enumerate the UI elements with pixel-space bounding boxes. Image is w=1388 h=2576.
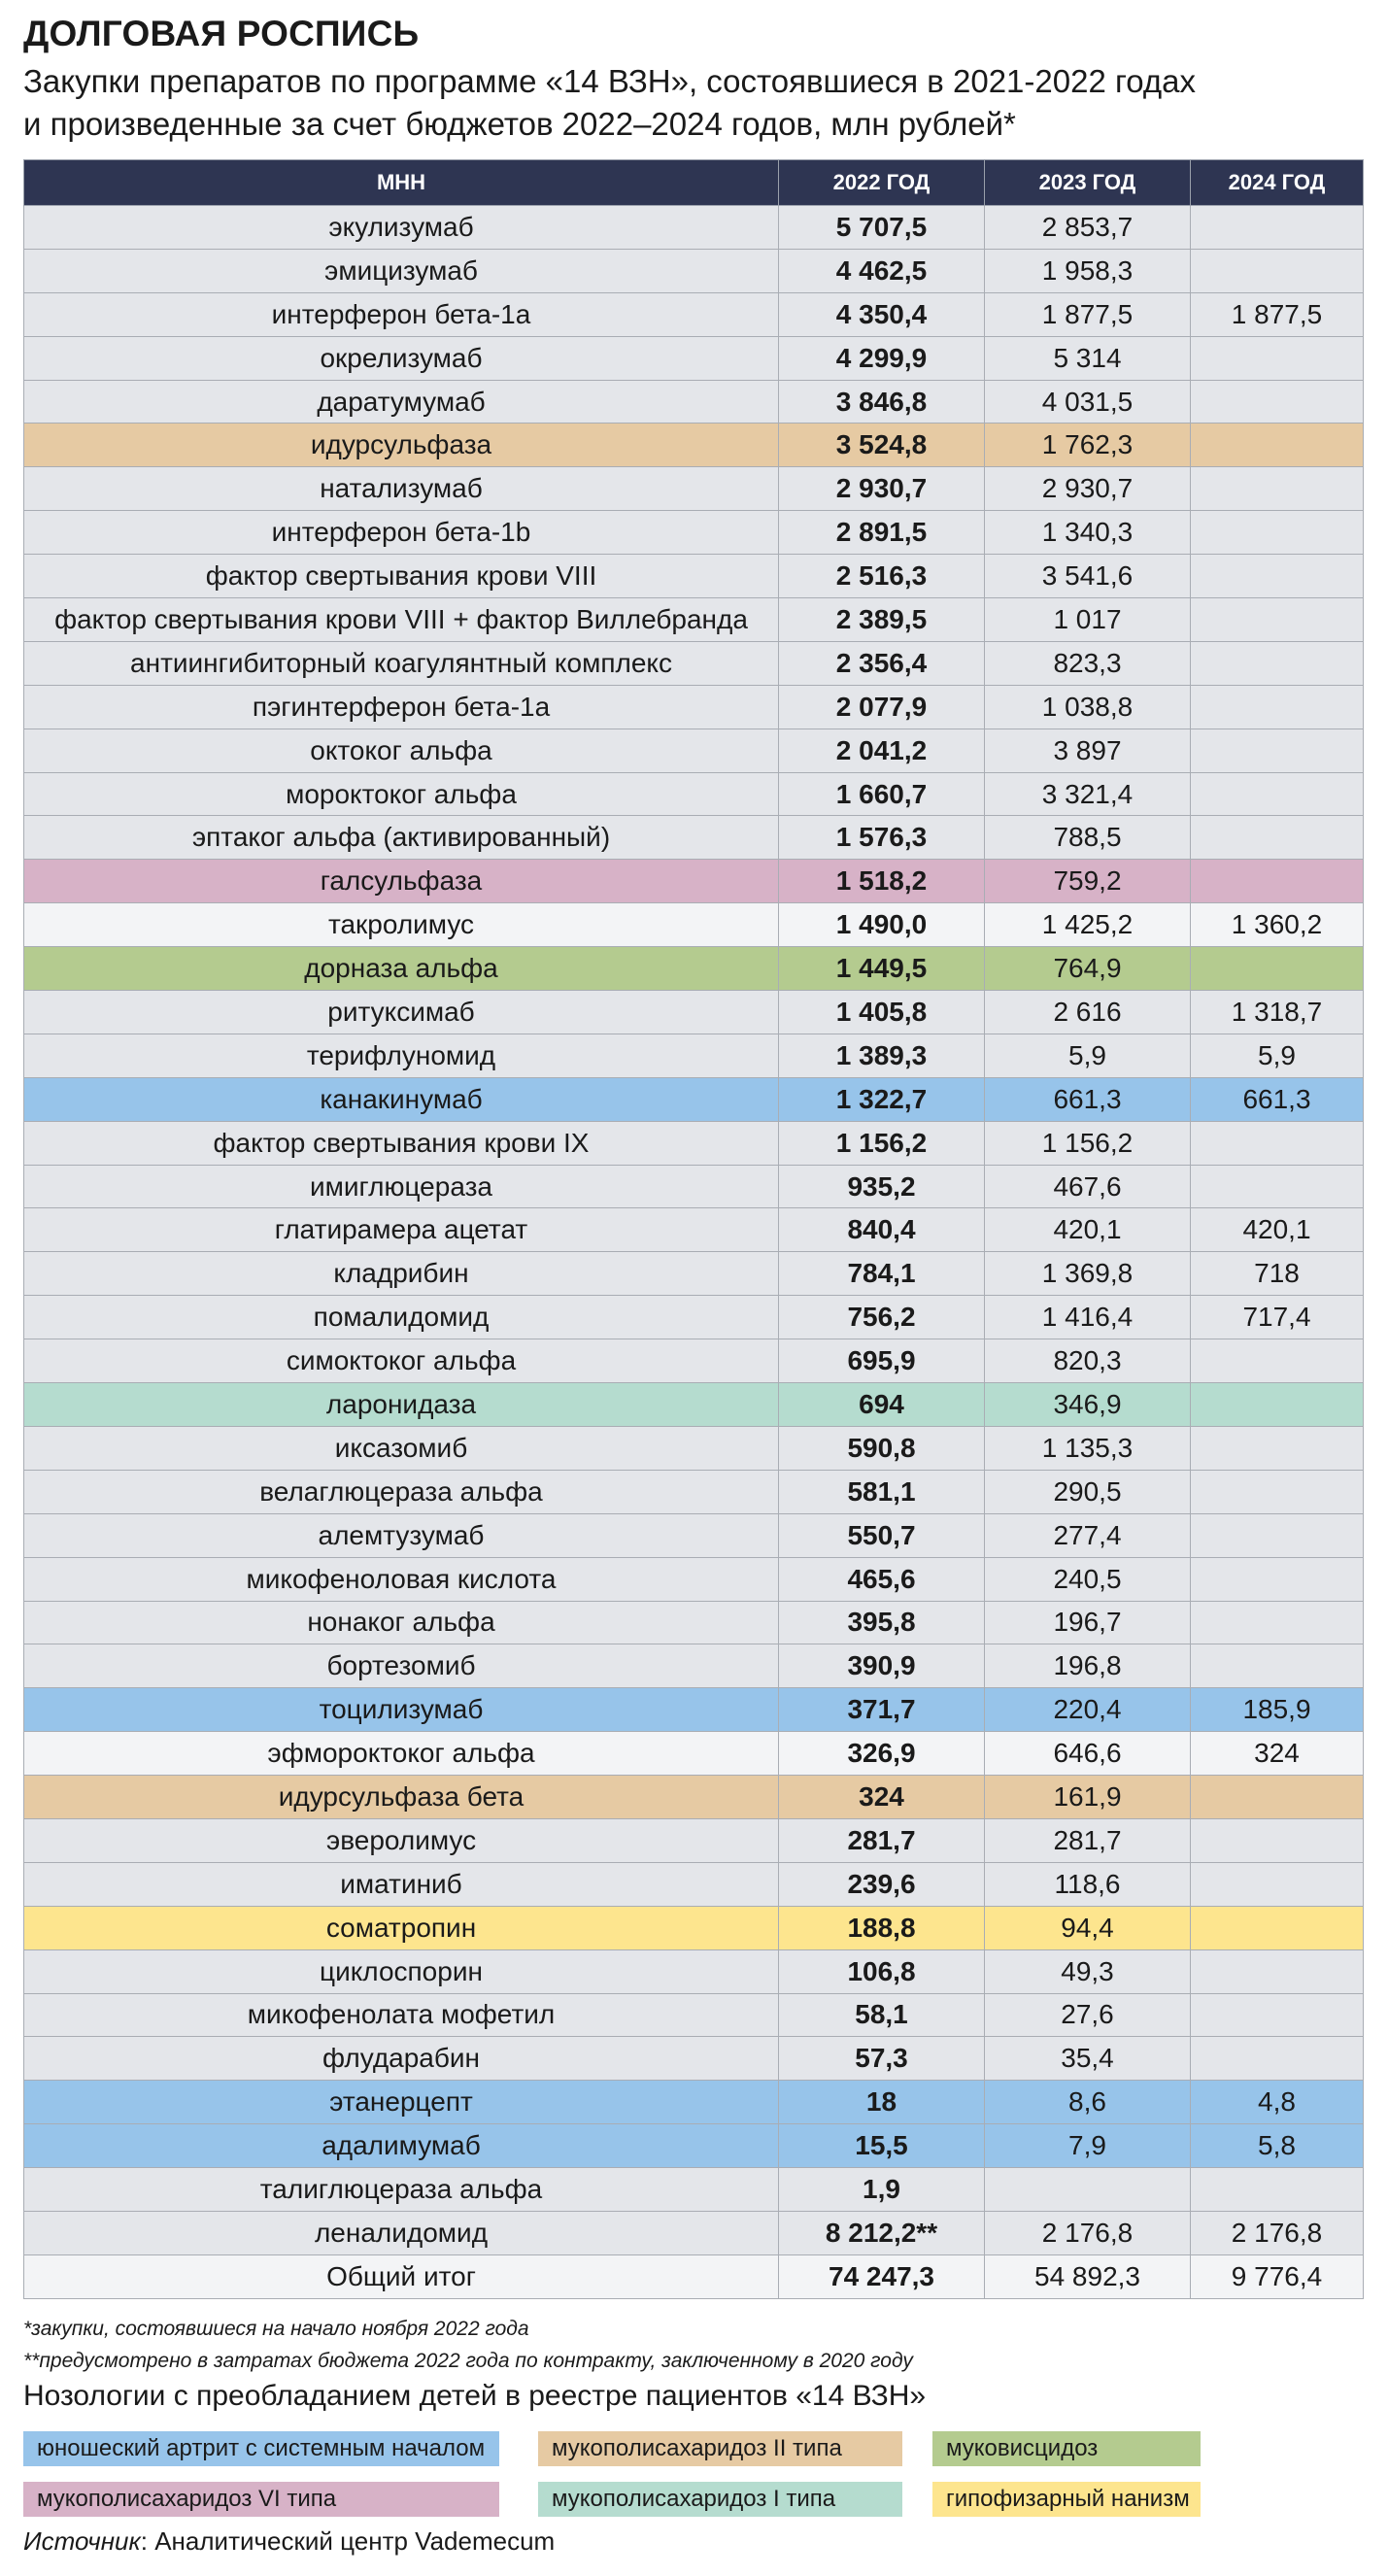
- table-row: [24, 1776, 1364, 1819]
- cell-2022: 188,8: [779, 1906, 985, 1949]
- footnote-2: **предусмотрено в затратах бюджета 2022 года по контракту, заключенному в 2020 году: [23, 2350, 913, 2372]
- cell-2024: [1191, 555, 1364, 598]
- table-row: [24, 598, 1364, 642]
- table-row: [24, 947, 1364, 991]
- source-text: : Аналитический центр Vademecum: [140, 2526, 556, 2556]
- legend-label-gh: гипофизарный нанизм: [946, 2486, 1190, 2512]
- cell-inn: фактор свертывания крови VIII + фактор Виллебранда: [24, 598, 779, 642]
- cell-2022: 1 322,7: [779, 1077, 985, 1121]
- cell-2023: 1 156,2: [985, 1121, 1191, 1165]
- cell-2024: 1 360,2: [1191, 903, 1364, 947]
- table-row: [24, 206, 1364, 250]
- cell-2024: [1191, 860, 1364, 903]
- page-subtitle: [23, 60, 1364, 146]
- cell-2022: 74 247,3: [779, 2254, 985, 2298]
- cell-2024: [1191, 685, 1364, 729]
- table-row: [24, 903, 1364, 947]
- cell-2024: [1191, 1339, 1364, 1383]
- cell-2023: 54 892,3: [985, 2254, 1191, 2298]
- cell-2024: [1191, 1949, 1364, 1993]
- table-row: [24, 1339, 1364, 1383]
- cell-2022: 2 041,2: [779, 729, 985, 772]
- cell-2022: 3 524,8: [779, 424, 985, 467]
- source-label: Источник: [23, 2526, 141, 2556]
- cell-2024: [1191, 336, 1364, 380]
- cell-2024: [1191, 816, 1364, 860]
- table-row: [24, 292, 1364, 336]
- cell-2023: [985, 2168, 1191, 2212]
- table-row: [24, 1688, 1364, 1732]
- cell-2024: [1191, 947, 1364, 991]
- cell-inn: антиингибиторный коагулянтный комплекс: [24, 641, 779, 685]
- cell-2022: 581,1: [779, 1470, 985, 1513]
- cell-inn: талиглюцераза альфа: [24, 2168, 779, 2212]
- table-row: [24, 1993, 1364, 2037]
- header-2024: 2024 ГОД: [1191, 160, 1364, 206]
- cell-2023: 220,4: [985, 1688, 1191, 1732]
- cell-inn: натализумаб: [24, 467, 779, 511]
- cell-2024: [1191, 1601, 1364, 1644]
- table-body: [24, 206, 1364, 2299]
- cell-2024: [1191, 1906, 1364, 1949]
- table-row: [24, 1557, 1364, 1601]
- legend-item-mps1: [538, 2482, 835, 2517]
- cell-2022: 2 389,5: [779, 598, 985, 642]
- cell-inn: имиглюцераза: [24, 1165, 779, 1208]
- table-row: [24, 380, 1364, 424]
- cell-2023: 788,5: [985, 816, 1191, 860]
- legend-label-mps2: мукополисахаридоз II типа: [552, 2435, 842, 2461]
- cell-inn: галсульфаза: [24, 860, 779, 903]
- cell-2023: 94,4: [985, 1906, 1191, 1949]
- cell-2022: 935,2: [779, 1165, 985, 1208]
- table-row: [24, 1121, 1364, 1165]
- cell-inn: идурсульфаза: [24, 424, 779, 467]
- table-row: [24, 1906, 1364, 1949]
- cell-2023: 1 017: [985, 598, 1191, 642]
- cell-inn: интерферон бета-1b: [24, 511, 779, 555]
- cell-2022: 2 930,7: [779, 467, 985, 511]
- table-row: [24, 1949, 1364, 1993]
- cell-inn: симоктоког альфа: [24, 1339, 779, 1383]
- cell-2023: 764,9: [985, 947, 1191, 991]
- cell-inn: флударабин: [24, 2037, 779, 2081]
- cell-inn: велаглюцераза альфа: [24, 1470, 779, 1513]
- cell-2022: 4 299,9: [779, 336, 985, 380]
- cell-2024: [1191, 641, 1364, 685]
- cell-2022: 4 350,4: [779, 292, 985, 336]
- table-row: [24, 511, 1364, 555]
- cell-inn: ларонидаза: [24, 1383, 779, 1427]
- cell-2024: [1191, 1557, 1364, 1601]
- cell-inn: эптаког альфа (активированный): [24, 816, 779, 860]
- cell-inn: алемтузумаб: [24, 1513, 779, 1557]
- cell-2024: 9 776,4: [1191, 2254, 1364, 2298]
- cell-2023: 759,2: [985, 860, 1191, 903]
- cell-inn: интерферон бета-1а: [24, 292, 779, 336]
- cell-inn: фактор свертывания крови IX: [24, 1121, 779, 1165]
- cell-2022: 3 846,8: [779, 380, 985, 424]
- cell-2023: 281,7: [985, 1818, 1191, 1862]
- table-row: [24, 1818, 1364, 1862]
- cell-2022: 239,6: [779, 1862, 985, 1906]
- debt-table: [23, 159, 1364, 2299]
- cell-2023: 1 135,3: [985, 1426, 1191, 1470]
- cell-2022: 840,4: [779, 1208, 985, 1252]
- cell-2023: 3 321,4: [985, 772, 1191, 816]
- cell-inn: канакинумаб: [24, 1077, 779, 1121]
- cell-2024: 718: [1191, 1252, 1364, 1296]
- cell-2022: 371,7: [779, 1688, 985, 1732]
- cell-2023: 346,9: [985, 1383, 1191, 1427]
- cell-2023: 2 853,7: [985, 206, 1191, 250]
- cell-2024: 185,9: [1191, 1688, 1364, 1732]
- cell-inn: такролимус: [24, 903, 779, 947]
- cell-2023: 1 958,3: [985, 249, 1191, 292]
- table-row: [24, 249, 1364, 292]
- cell-inn: нонаког альфа: [24, 1601, 779, 1644]
- legend-item-mps6: [23, 2482, 336, 2517]
- cell-2022: 395,8: [779, 1601, 985, 1644]
- cell-2022: 326,9: [779, 1732, 985, 1776]
- table-row: [24, 1165, 1364, 1208]
- cell-2023: 1 340,3: [985, 511, 1191, 555]
- cell-2024: 4,8: [1191, 2081, 1364, 2124]
- cell-2022: 58,1: [779, 1993, 985, 2037]
- cell-2024: [1191, 1426, 1364, 1470]
- cell-2022: 4 462,5: [779, 249, 985, 292]
- cell-2024: [1191, 1993, 1364, 2037]
- cell-2023: 3 541,6: [985, 555, 1191, 598]
- cell-inn: микофенолата мофетил: [24, 1993, 779, 2037]
- cell-2024: [1191, 380, 1364, 424]
- cell-2024: [1191, 772, 1364, 816]
- cell-2023: 277,4: [985, 1513, 1191, 1557]
- cell-2023: 240,5: [985, 1557, 1191, 1601]
- cell-inn: идурсульфаза бета: [24, 1776, 779, 1819]
- cell-2024: 661,3: [1191, 1077, 1364, 1121]
- legend-title: Нозологии с преобладанием детей в реестре пациентов «14 ВЗН»: [23, 2380, 927, 2412]
- table-row: [24, 1601, 1364, 1644]
- cell-2022: 18: [779, 2081, 985, 2124]
- table-row: [24, 555, 1364, 598]
- table-row: [24, 2124, 1364, 2168]
- cell-2022: 590,8: [779, 1426, 985, 1470]
- cell-2023: 3 897: [985, 729, 1191, 772]
- table-row: [24, 2254, 1364, 2298]
- cell-2022: 2 077,9: [779, 685, 985, 729]
- cell-2024: [1191, 206, 1364, 250]
- cell-2024: [1191, 1818, 1364, 1862]
- table-row: [24, 641, 1364, 685]
- table-row: [24, 772, 1364, 816]
- cell-2022: 756,2: [779, 1296, 985, 1339]
- table-row: [24, 2037, 1364, 2081]
- legend-item-jia: [23, 2431, 485, 2466]
- table-row: [24, 467, 1364, 511]
- cell-2022: 1,9: [779, 2168, 985, 2212]
- table-header-row: [24, 160, 1364, 206]
- cell-inn: окрелизумаб: [24, 336, 779, 380]
- cell-2023: 467,6: [985, 1165, 1191, 1208]
- cell-inn: тоцилизумаб: [24, 1688, 779, 1732]
- cell-2024: 2 176,8: [1191, 2211, 1364, 2254]
- table-row: [24, 1383, 1364, 1427]
- legend-label-jia: юношеский артрит с системным началом: [37, 2435, 486, 2461]
- cell-2022: 106,8: [779, 1949, 985, 1993]
- legend-item-mps2: [538, 2431, 842, 2466]
- cell-inn: эмицизумаб: [24, 249, 779, 292]
- table-row: [24, 685, 1364, 729]
- cell-2022: 390,9: [779, 1644, 985, 1688]
- cell-2022: 1 660,7: [779, 772, 985, 816]
- cell-2024: [1191, 1470, 1364, 1513]
- table-row: [24, 1470, 1364, 1513]
- table-row: [24, 1034, 1364, 1077]
- cell-2022: 8 212,2**: [779, 2211, 985, 2254]
- legend-item-cf: [932, 2431, 1098, 2466]
- cell-2023: 661,3: [985, 1077, 1191, 1121]
- table-row: [24, 1513, 1364, 1557]
- cell-2023: 1 369,8: [985, 1252, 1191, 1296]
- legend-label-cf: муковисцидоз: [946, 2435, 1099, 2461]
- table-row: [24, 1644, 1364, 1688]
- header-inn: МНН: [24, 160, 779, 206]
- cell-inn: леналидомид: [24, 2211, 779, 2254]
- cell-2022: 5 707,5: [779, 206, 985, 250]
- cell-2022: 2 356,4: [779, 641, 985, 685]
- table-row: [24, 424, 1364, 467]
- cell-2023: 1 425,2: [985, 903, 1191, 947]
- cell-2022: 695,9: [779, 1339, 985, 1383]
- table-row: [24, 1077, 1364, 1121]
- cell-2023: 5,9: [985, 1034, 1191, 1077]
- cell-2023: 1 038,8: [985, 685, 1191, 729]
- cell-2024: [1191, 424, 1364, 467]
- cell-2024: [1191, 2037, 1364, 2081]
- cell-inn: Общий итог: [24, 2254, 779, 2298]
- cell-2023: 1 877,5: [985, 292, 1191, 336]
- cell-2024: [1191, 1165, 1364, 1208]
- cell-2022: 324: [779, 1776, 985, 1819]
- cell-2022: 1 576,3: [779, 816, 985, 860]
- subtitle-line-1: Закупки препаратов по программе «14 ВЗН», состоявшиеся в 2021-2022 годах: [23, 63, 1197, 99]
- cell-2023: 1 762,3: [985, 424, 1191, 467]
- cell-2023: 118,6: [985, 1862, 1191, 1906]
- cell-2023: 7,9: [985, 2124, 1191, 2168]
- cell-inn: кладрибин: [24, 1252, 779, 1296]
- cell-2022: 694: [779, 1383, 985, 1427]
- cell-2023: 35,4: [985, 2037, 1191, 2081]
- cell-2023: 1 416,4: [985, 1296, 1191, 1339]
- cell-inn: мороктоког альфа: [24, 772, 779, 816]
- cell-2023: 4 031,5: [985, 380, 1191, 424]
- cell-2023: 290,5: [985, 1470, 1191, 1513]
- header-2023: 2023 ГОД: [985, 160, 1191, 206]
- cell-2024: [1191, 1776, 1364, 1819]
- cell-2024: [1191, 249, 1364, 292]
- cell-2022: 1 490,0: [779, 903, 985, 947]
- cell-inn: адалимумаб: [24, 2124, 779, 2168]
- cell-2024: 5,9: [1191, 1034, 1364, 1077]
- cell-inn: этанерцепт: [24, 2081, 779, 2124]
- source-line: [23, 2526, 555, 2557]
- cell-2022: 1 449,5: [779, 947, 985, 991]
- table-row: [24, 1252, 1364, 1296]
- cell-2023: 161,9: [985, 1776, 1191, 1819]
- legend-label-mps6: мукополисахаридоз VI типа: [37, 2486, 337, 2512]
- cell-2024: [1191, 467, 1364, 511]
- cell-2024: [1191, 1121, 1364, 1165]
- cell-inn: фактор свертывания крови VIII: [24, 555, 779, 598]
- legend: [23, 2431, 1363, 2519]
- cell-2022: 1 518,2: [779, 860, 985, 903]
- cell-inn: пэгинтерферон бета-1а: [24, 685, 779, 729]
- table-row: [24, 816, 1364, 860]
- cell-2023: 823,3: [985, 641, 1191, 685]
- cell-2022: 465,6: [779, 1557, 985, 1601]
- cell-inn: даратумумаб: [24, 380, 779, 424]
- cell-2024: [1191, 2168, 1364, 2212]
- cell-inn: соматропин: [24, 1906, 779, 1949]
- cell-inn: помалидомид: [24, 1296, 779, 1339]
- legend-item-gh: [932, 2482, 1190, 2517]
- cell-2023: 2 616: [985, 991, 1191, 1034]
- cell-inn: октоког альфа: [24, 729, 779, 772]
- cell-2024: [1191, 1383, 1364, 1427]
- cell-2024: 324: [1191, 1732, 1364, 1776]
- cell-2022: 2 516,3: [779, 555, 985, 598]
- table-row: [24, 860, 1364, 903]
- cell-inn: иматиниб: [24, 1862, 779, 1906]
- cell-2022: 1 405,8: [779, 991, 985, 1034]
- cell-2024: [1191, 1862, 1364, 1906]
- cell-2024: 5,8: [1191, 2124, 1364, 2168]
- cell-2024: [1191, 511, 1364, 555]
- cell-2022: 57,3: [779, 2037, 985, 2081]
- cell-2024: [1191, 1644, 1364, 1688]
- table-row: [24, 991, 1364, 1034]
- cell-inn: эверолимус: [24, 1818, 779, 1862]
- cell-2022: 784,1: [779, 1252, 985, 1296]
- cell-2024: [1191, 729, 1364, 772]
- cell-inn: эфмороктоког альфа: [24, 1732, 779, 1776]
- cell-2023: 420,1: [985, 1208, 1191, 1252]
- cell-2022: 15,5: [779, 2124, 985, 2168]
- cell-2023: 2 176,8: [985, 2211, 1191, 2254]
- table-row: [24, 2081, 1364, 2124]
- cell-inn: глатирамера ацетат: [24, 1208, 779, 1252]
- cell-inn: дорназа альфа: [24, 947, 779, 991]
- cell-2023: 5 314: [985, 336, 1191, 380]
- cell-2024: [1191, 1513, 1364, 1557]
- cell-inn: ритуксимаб: [24, 991, 779, 1034]
- cell-2024: 717,4: [1191, 1296, 1364, 1339]
- page-title: ДОЛГОВАЯ РОСПИСЬ: [23, 14, 420, 53]
- cell-2022: 1 156,2: [779, 1121, 985, 1165]
- cell-2023: 2 930,7: [985, 467, 1191, 511]
- cell-2024: 1 318,7: [1191, 991, 1364, 1034]
- cell-2023: 196,8: [985, 1644, 1191, 1688]
- cell-inn: микофеноловая кислота: [24, 1557, 779, 1601]
- cell-inn: бортезомиб: [24, 1644, 779, 1688]
- cell-inn: циклоспорин: [24, 1949, 779, 1993]
- cell-2023: 8,6: [985, 2081, 1191, 2124]
- cell-inn: экулизумаб: [24, 206, 779, 250]
- cell-2023: 820,3: [985, 1339, 1191, 1383]
- cell-2024: [1191, 598, 1364, 642]
- table-row: [24, 729, 1364, 772]
- table-row: [24, 1296, 1364, 1339]
- table-row: [24, 1426, 1364, 1470]
- cell-2022: 281,7: [779, 1818, 985, 1862]
- subtitle-line-2: и произведенные за счет бюджетов 2022–2024 годов, млн рублей*: [23, 106, 1016, 142]
- header-2022: 2022 ГОД: [779, 160, 985, 206]
- cell-2022: 2 891,5: [779, 511, 985, 555]
- table-row: [24, 1862, 1364, 1906]
- cell-2023: 27,6: [985, 1993, 1191, 2037]
- table-row: [24, 336, 1364, 380]
- footnotes: [23, 2313, 913, 2377]
- table-row: [24, 2211, 1364, 2254]
- cell-2022: 550,7: [779, 1513, 985, 1557]
- footnote-1: *закупки, состоявшиеся на начало ноября 2022 года: [23, 2318, 529, 2340]
- cell-2024: 420,1: [1191, 1208, 1364, 1252]
- table-row: [24, 1732, 1364, 1776]
- legend-label-mps1: мукополисахаридоз I типа: [552, 2486, 836, 2512]
- cell-inn: иксазомиб: [24, 1426, 779, 1470]
- cell-2023: 646,6: [985, 1732, 1191, 1776]
- cell-2022: 1 389,3: [779, 1034, 985, 1077]
- cell-2023: 49,3: [985, 1949, 1191, 1993]
- cell-inn: терифлуномид: [24, 1034, 779, 1077]
- cell-2023: 196,7: [985, 1601, 1191, 1644]
- cell-2024: 1 877,5: [1191, 292, 1364, 336]
- table-row: [24, 2168, 1364, 2212]
- table-row: [24, 1208, 1364, 1252]
